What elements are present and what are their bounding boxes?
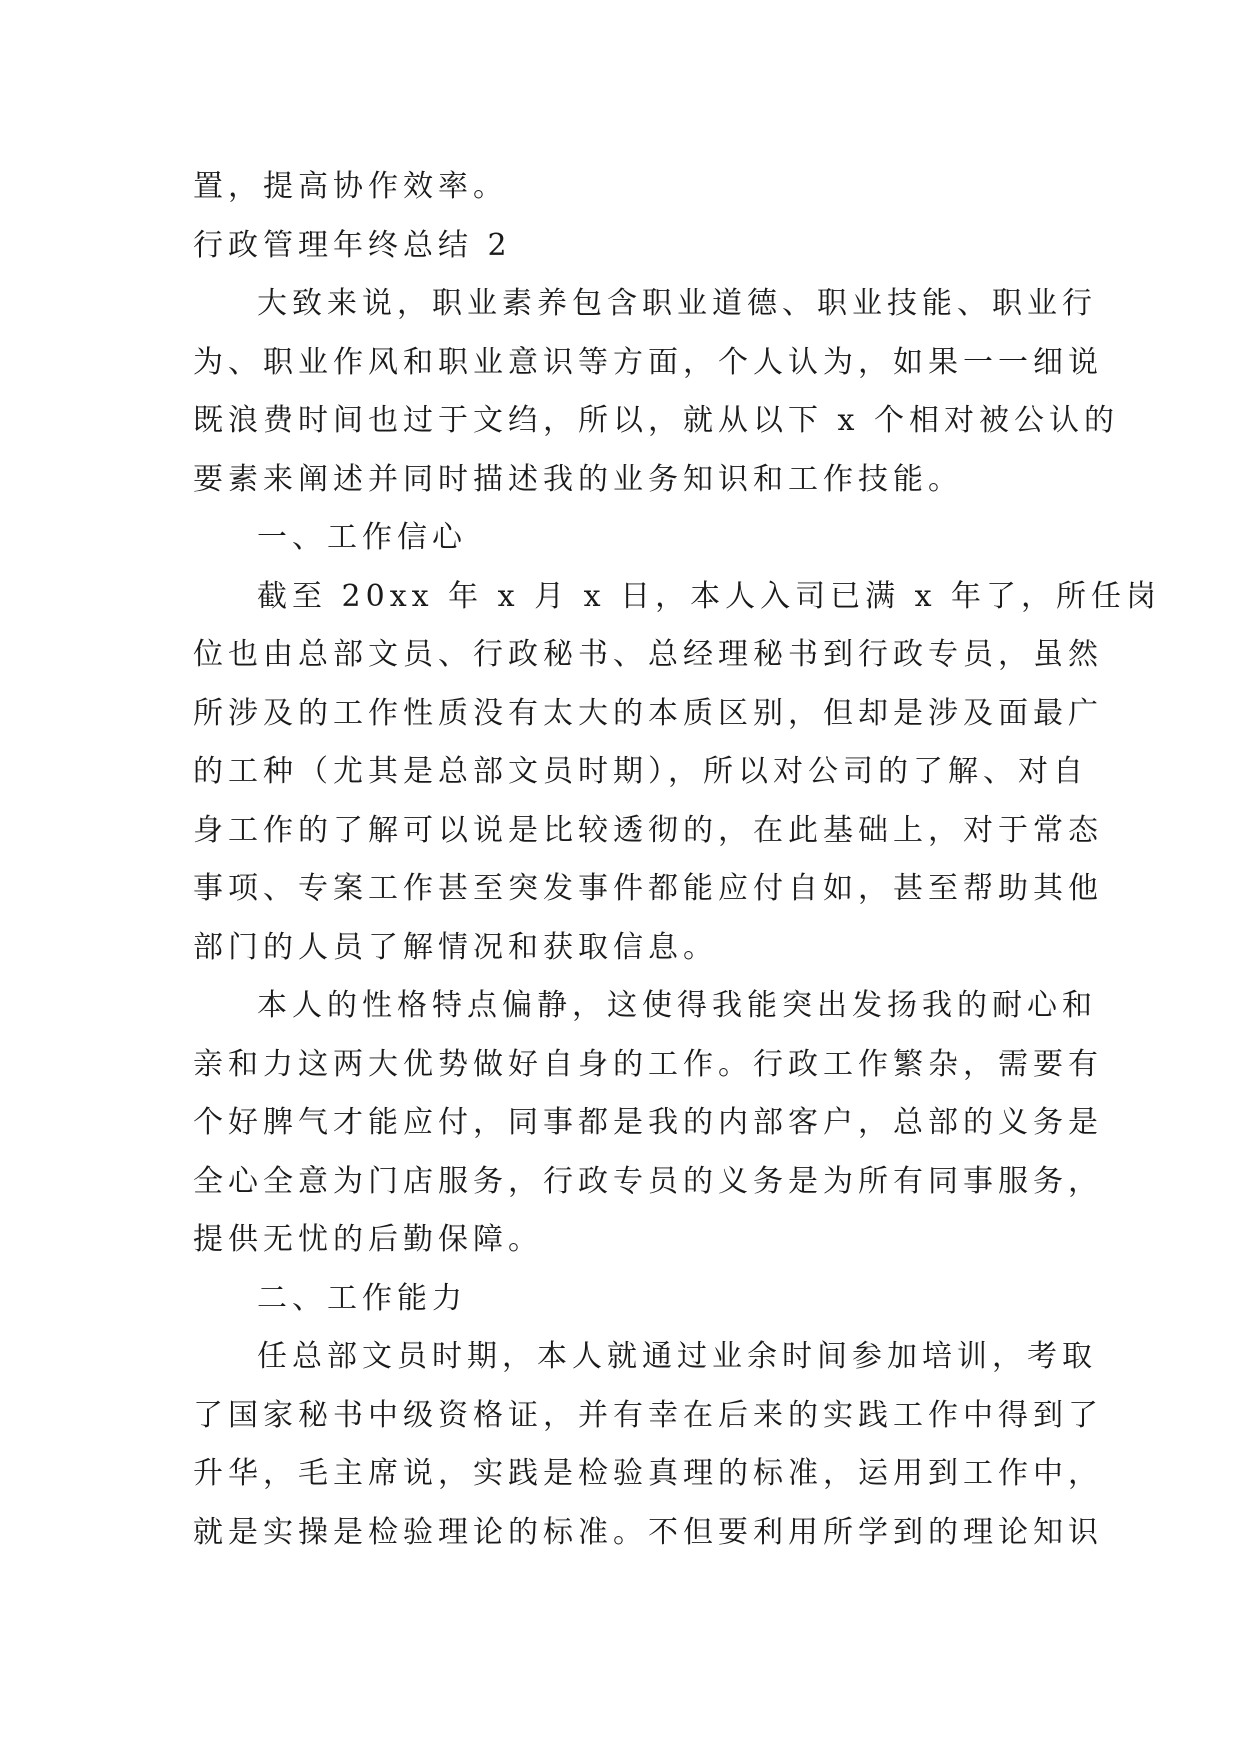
text-line: 本人的性格特点偏静，这使得我能突出发扬我的耐心和 <box>257 988 1097 1023</box>
text-line: 截至 20xx 年 x 月 x 日，本人入司已满 x 年了，所任岗 <box>257 578 1162 614</box>
text-line: 了国家秘书中级资格证，并有幸在后来的实践工作中得到了 <box>193 1397 1103 1433</box>
text-line: 部门的人员了解情况和获取信息。 <box>193 929 718 965</box>
text-line: 亲和力这两大优势做好自身的工作。行政工作繁杂，需要有 <box>193 1046 1103 1082</box>
text-line: 个好脾气才能应付，同事都是我的内部客户，总部的义务是 <box>193 1105 1103 1140</box>
text-line: 置，提高协作效率。 <box>193 169 508 204</box>
text-line: 全心全意为门店服务，行政专员的义务是为所有同事服务， <box>193 1163 1103 1199</box>
text-line: 提供无忧的后勤保障。 <box>193 1222 543 1257</box>
section-heading: 一、工作信心 <box>257 520 467 555</box>
text-line: 身工作的了解可以说是比较透彻的，在此基础上，对于常态 <box>193 812 1103 848</box>
section-title: 行政管理年终总结 2 <box>193 227 512 263</box>
text-line: 要素来阐述并同时描述我的业务知识和工作技能。 <box>193 461 963 497</box>
text-line: 既浪费时间也过于文绉，所以，就从以下 x 个相对被公认的 <box>193 403 1119 438</box>
text-line: 升华，毛主席说，实践是检验真理的标准，运用到工作中， <box>193 1456 1103 1491</box>
text-line: 大致来说，职业素养包含职业道德、职业技能、职业行 <box>257 286 1097 321</box>
text-line: 就是实操是检验理论的标准。不但要利用所学到的理论知识 <box>193 1514 1103 1550</box>
text-line: 为、职业作风和职业意识等方面，个人认为，如果一一细说 <box>193 344 1103 380</box>
text-line: 的工种（尤其是总部文员时期），所以对公司的了解、对自 <box>193 754 1088 789</box>
document-page <box>193 158 1162 1562</box>
text-line: 位也由总部文员、行政秘书、总经理秘书到行政专员，虽然 <box>193 637 1103 672</box>
section-heading: 二、工作能力 <box>257 1280 467 1316</box>
text-line: 任总部文员时期，本人就通过业余时间参加培训，考取 <box>257 1339 1097 1374</box>
text-line: 事项、专案工作甚至突发事件都能应付自如，甚至帮助其他 <box>193 871 1103 906</box>
text-line: 所涉及的工作性质没有太大的本质区别，但却是涉及面最广 <box>193 695 1103 731</box>
